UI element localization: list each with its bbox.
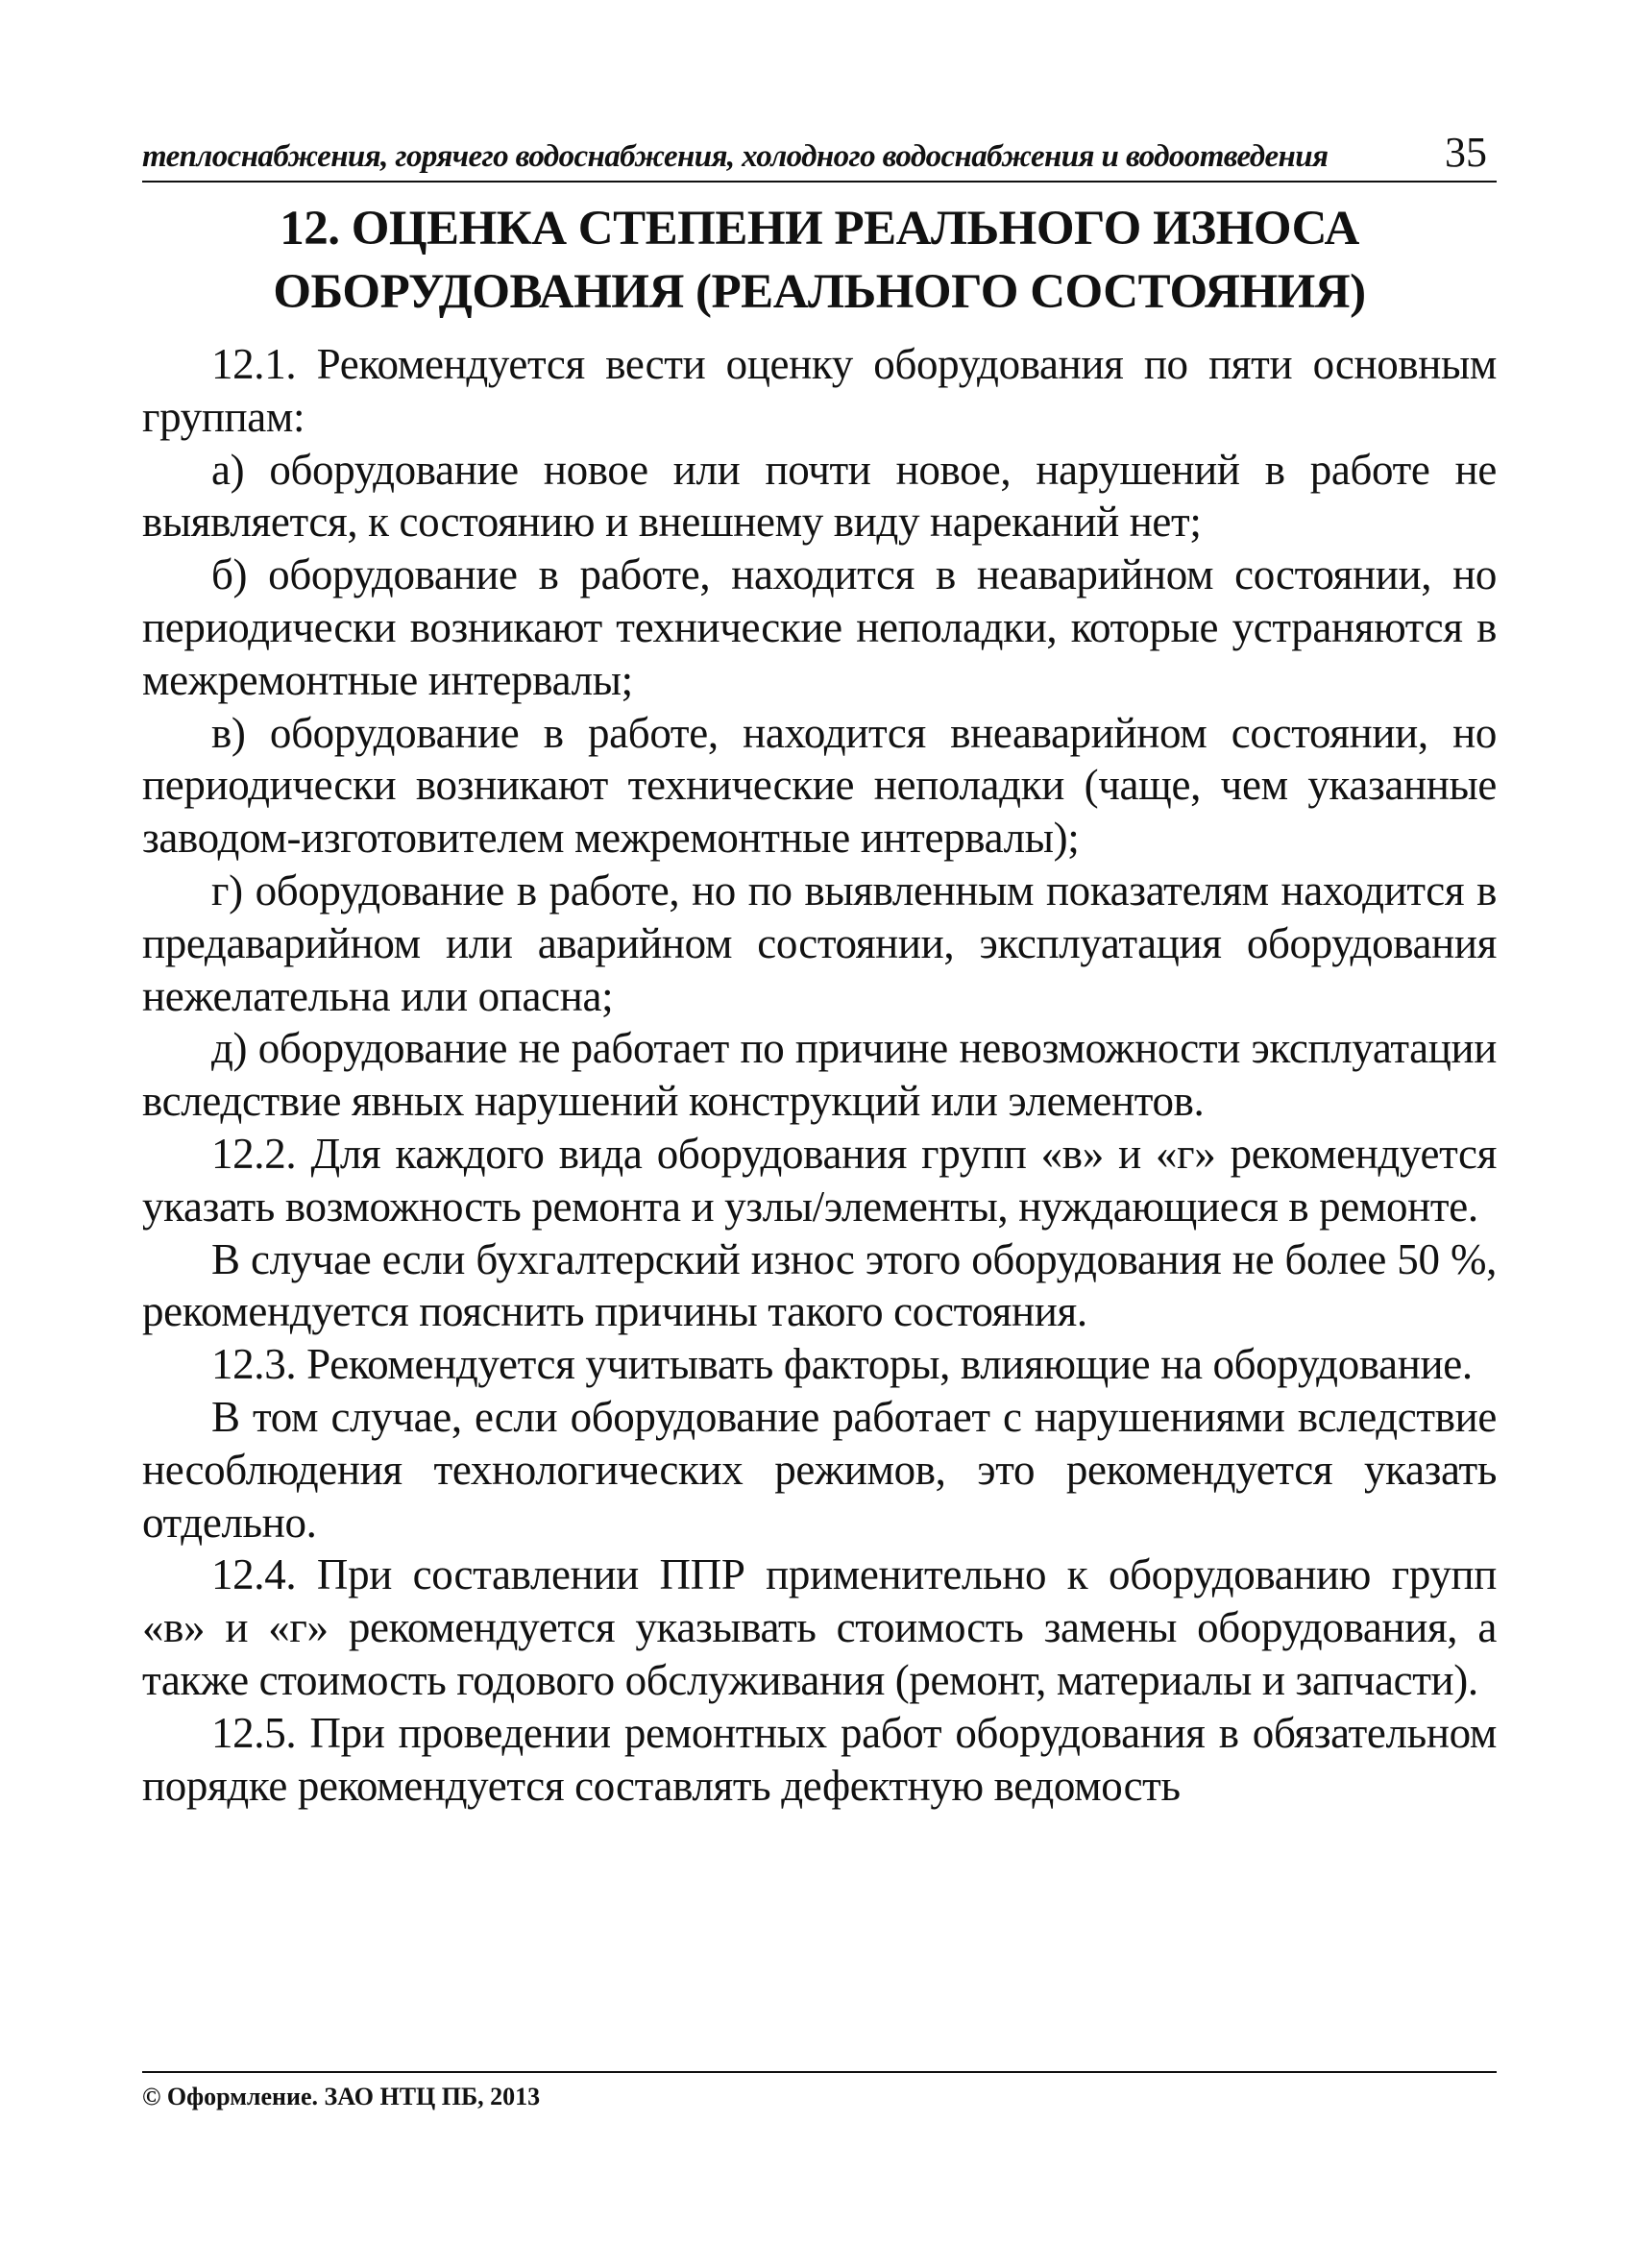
footer — [142, 2071, 1497, 2111]
paragraph-12-5: 12.5. При проведении ремонтных работ оборудования в обязательном порядке рекомендуется составлять дефектную ведомость — [142, 1708, 1497, 1810]
list-item-d: д) оборудование не работает по причине невозможности эксплуатации вследствие явных нарушений конструкций или элементов. — [142, 1024, 1497, 1126]
page-number: 35 — [1445, 129, 1487, 176]
running-title: теплоснабжения, горячего водоснабжения, холодного водоснабжения и водоотведения — [142, 139, 1329, 174]
paragraph-12-4: 12.4. При составлении ППР применительно к оборудованию групп «в» и «г» рекомендуется указывать стоимость замены оборудования, а также стоимость годового обслуживания (ремонт, материалы и запчасти). — [142, 1550, 1497, 1704]
paragraph-violations: В том случае, если оборудование работает с нарушениями вследствие несоблюдения технологических режимов, это рекомендуется указать отдельно. — [142, 1392, 1497, 1547]
paragraph-12-1: 12.1. Рекомендуется вести оценку оборудования по пяти основным группам: — [142, 340, 1497, 441]
list-item-a: а) оборудование новое или почти новое, нарушений в работе не выявляется, к состоянию и внешнему виду нареканий нет; — [142, 445, 1497, 547]
body-text — [142, 338, 1497, 1812]
section-title — [142, 197, 1497, 324]
list-item-b: б) оборудование в работе, находится в неаварийном состоянии, но периодически возникают технические неполадки, которые устраняются в межремонтные интервалы; — [142, 550, 1497, 704]
copyright-notice: © Оформление. ЗАО НТЦ ПБ, 2013 — [142, 2083, 541, 2110]
list-item-v: в) оборудование в работе, находится внеаварийном состоянии, но периодически возникают технические неполадки (чаще, чем указанные заводом-изготовителем межремонтные интервалы); — [142, 708, 1497, 863]
paragraph-12-3: 12.3. Рекомендуется учитывать факторы, влияющие на оборудование. — [211, 1340, 1473, 1389]
paragraph-depreciation: В случае если бухгалтерский износ этого оборудования не более 50 %, рекомендуется пояснить причины такого состояния. — [142, 1234, 1497, 1336]
paragraph-12-2: 12.2. Для каждого вида оборудования групп «в» и «г» рекомендуется указать возможность ремонта и узлы/элементы, нуждающиеся в ремонте. — [142, 1129, 1497, 1231]
section-title-line-2: ОБОРУДОВАНИЯ (РЕАЛЬНОГО СОСТОЯНИЯ) — [273, 265, 1366, 319]
list-item-g: г) оборудование в работе, но по выявленным показателям находится в предаварийном или аварийном состоянии, эксплуатация оборудования нежелательна или опасна; — [142, 866, 1497, 1020]
section-title-line-1: 12. ОЦЕНКА СТЕПЕНИ РЕАЛЬНОГО ИЗНОСА — [280, 202, 1359, 256]
running-header — [142, 113, 1497, 183]
